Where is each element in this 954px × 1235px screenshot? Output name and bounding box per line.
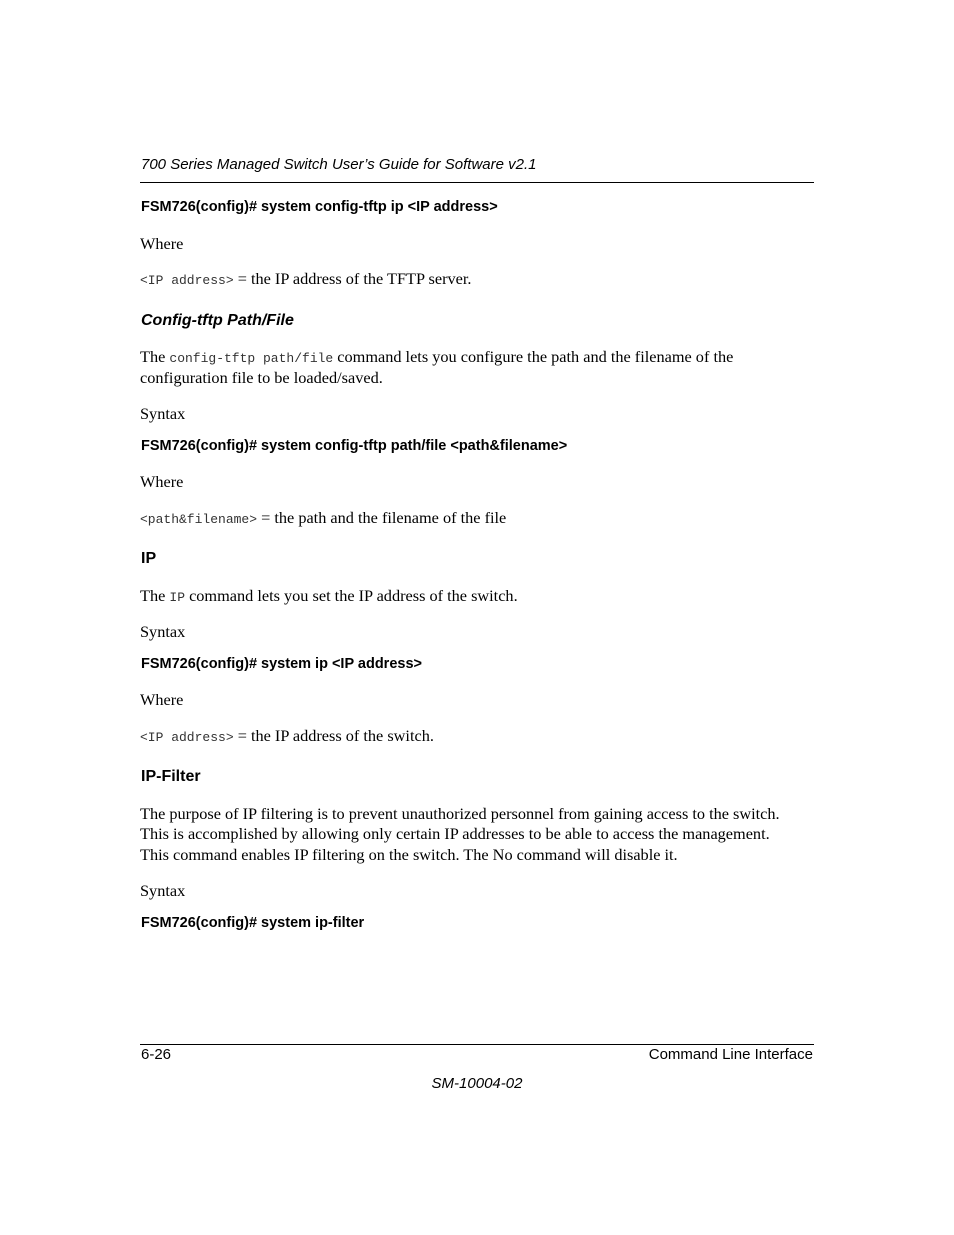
header-rule: [140, 182, 814, 183]
parameter-text: = the IP address of the switch.: [233, 726, 434, 745]
paragraph-text: command lets you set the IP address of the switch.: [185, 586, 518, 605]
paragraph-line: [140, 347, 733, 367]
syntax-label: Syntax: [140, 881, 186, 900]
chapter-title: Command Line Interface: [648, 1046, 813, 1063]
parameter-code: <IP address>: [140, 730, 234, 745]
page-number: 6-26: [141, 1046, 172, 1063]
where-label: Where: [140, 472, 184, 491]
parameter-description: [140, 508, 506, 528]
paragraph-line: This command enables IP filtering on the switch. The No command will disable it.: [140, 845, 678, 864]
parameter-code: <path&filename>: [140, 512, 258, 527]
footer-rule: [140, 1044, 814, 1045]
syntax-label: Syntax: [140, 404, 186, 423]
inline-code: IP: [169, 590, 185, 605]
paragraph-line: The purpose of IP filtering is to prevent unauthorized personnel from gaining access to the switch.: [140, 804, 780, 823]
command-system-ip-filter: FSM726(config)# system ip-filter: [141, 915, 365, 931]
parameter-description: [140, 269, 471, 289]
section-heading-ip-filter: IP-Filter: [141, 768, 201, 785]
section-heading-ip: IP: [141, 550, 157, 567]
command-config-tftp-ip: FSM726(config)# system config-tftp ip <IP address>: [141, 199, 498, 215]
parameter-text: = the path and the filename of the file: [257, 508, 507, 527]
syntax-label: Syntax: [140, 622, 186, 641]
where-label: Where: [140, 234, 184, 253]
paragraph-text: The: [140, 347, 170, 366]
inline-code: config-tftp path/file: [169, 351, 334, 366]
paragraph-text: command lets you configure the path and the filename of the: [333, 347, 734, 366]
parameter-description: [140, 726, 434, 746]
where-label: Where: [140, 690, 184, 709]
paragraph-text: The: [140, 586, 170, 605]
command-system-ip: FSM726(config)# system ip <IP address>: [141, 656, 422, 672]
paragraph-line: configuration file to be loaded/saved.: [140, 368, 383, 387]
section-heading-config-tftp-path-file: Config-tftp Path/File: [141, 312, 294, 329]
running-header: 700 Series Managed Switch User’s Guide for Software v2.1: [141, 156, 537, 173]
paragraph-line: [140, 586, 518, 606]
document-id: SM-10004-02: [431, 1075, 523, 1092]
paragraph-line: This is accomplished by allowing only certain IP addresses to be able to access the management.: [140, 824, 770, 843]
parameter-code: <IP address>: [140, 273, 234, 288]
command-config-tftp-path-file: FSM726(config)# system config-tftp path/file <path&filename>: [141, 438, 568, 454]
parameter-text: = the IP address of the TFTP server.: [233, 269, 472, 288]
